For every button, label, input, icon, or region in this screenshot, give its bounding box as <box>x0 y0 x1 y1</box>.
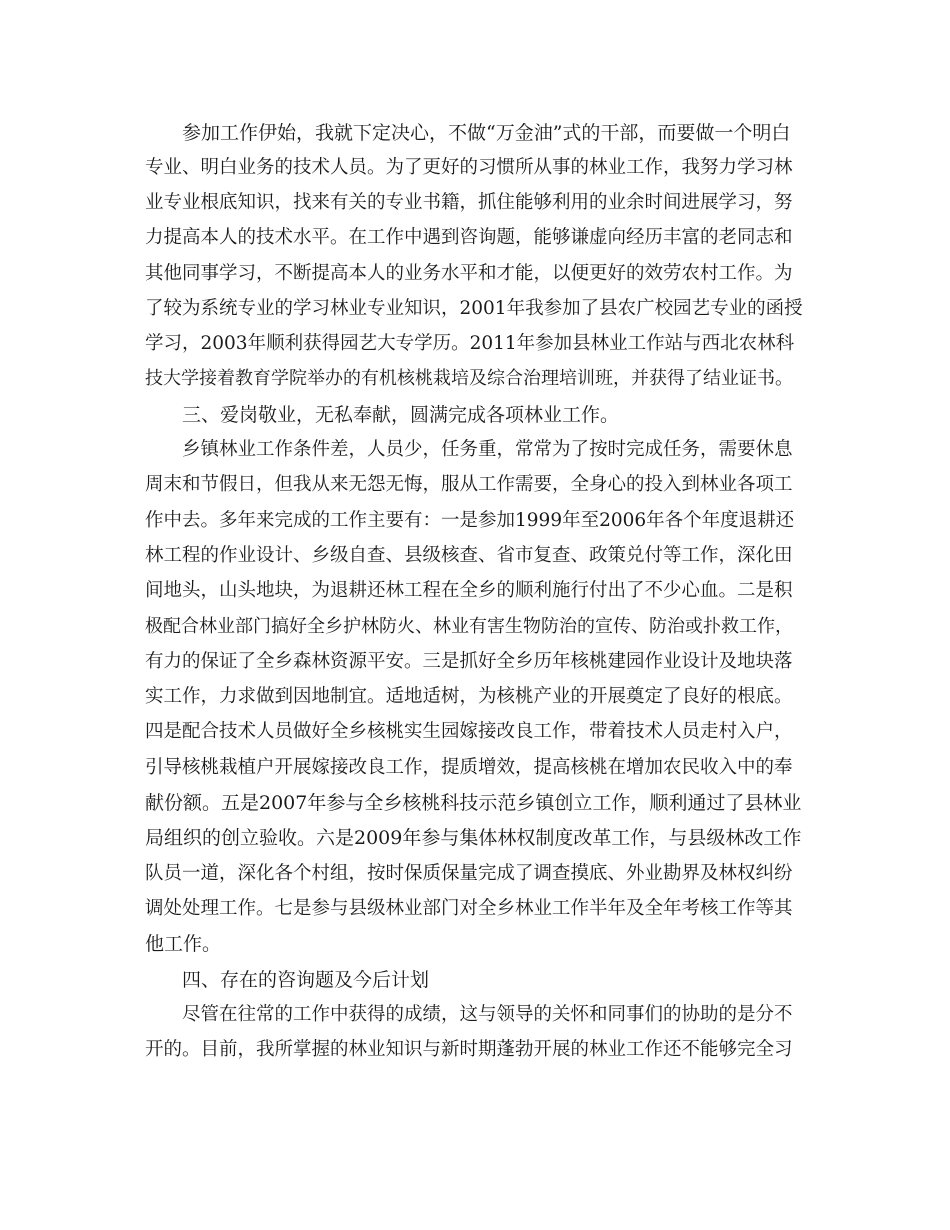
section-heading: 三、爱岗敬业，无私奉献，圆满完成各项林业工作。 <box>182 404 620 426</box>
text-line: 献份额。五是2007年参与全乡核桃科技示范乡镇创立工作，顺利通过了县林业 <box>145 792 802 814</box>
text-line: 四是配合技术人员做好全乡核桃实生园嫁接改良工作，带着技术人员走村入户， <box>145 721 793 742</box>
text-line: 业专业根底知识，找来有关的专业书籍，抓住能够利用的业余时间进展学习，努 <box>145 192 793 213</box>
text-line: 力提高本人的技术水平。在工作中遇到咨询题，能够谦虚向经历丰富的老同志和 <box>145 227 793 248</box>
text-line: 技大学接着教育学院举办的有机核桃栽培及综合治理培训班，并获得了结业证书。 <box>145 368 793 389</box>
section-heading: 四、存在的咨询题及今后计划 <box>182 969 430 991</box>
text-line: 极配合林业部门搞好全乡护林防火、林业有害生物防治的宣传、防治或扑救工作， <box>145 616 793 637</box>
text-line: 有力的保证了全乡森林资源平安。三是抓好全乡历年核桃建园作业设计及地块落 <box>145 651 793 672</box>
text-line: 其他同事学习，不断提高本人的业务水平和才能，以便更好的效劳农村工作。为 <box>145 263 793 284</box>
text-line: 实工作，力求做到因地制宜。适地适树，为核桃产业的开展奠定了良好的根底。 <box>145 686 793 707</box>
text-line: 了较为系统专业的学习林业专业知识，2001年我参加了县农广校园艺专业的函授 <box>145 298 803 319</box>
text-line: 学习，2003年顺利获得园艺大专学历。2011年参加县林业工作站与西北农林科 <box>145 333 795 354</box>
text-line: 他工作。 <box>145 933 222 955</box>
text-line: 调处处理工作。七是参与县级林业部门对全乡林业工作半年及全年考核工作等其 <box>145 898 793 919</box>
text-line: 引导核桃栽植户开展嫁接改良工作，提质增效，提高核桃在增加农民收入中的奉 <box>145 757 793 778</box>
text-line: 乡镇林业工作条件差，人员少，任务重，常常为了按时完成任务，需要休息 <box>182 439 793 460</box>
text-line: 作中去。多年来完成的工作主要有：一是参加1999年至2006年各个年度退耕还 <box>145 510 795 531</box>
text-line: 局组织的创立验收。六是2009年参与集体林权制度改革工作，与县级林改工作 <box>145 827 802 849</box>
text-line: 间地头，山头地块，为退耕还林工程在全乡的顺利施行付出了不少心血。二是积 <box>145 580 793 601</box>
text-line: 周末和节假日，但我从来无怨无悔，服从工作需要，全身心的投入到林业各项工 <box>145 474 793 495</box>
text-line: 专业、明白业务的技术人员。为了更好的习惯所从事的林业工作，我努力学习林 <box>145 157 793 178</box>
text-line: 参加工作伊始，我就下定决心，不做“万金油”式的干部，而要做一个明白 <box>182 122 791 144</box>
text-line: 林工程的作业设计、乡级自查、县级核查、省市复查、政策兑付等工作，深化田 <box>145 545 793 566</box>
text-line: 队员一道，深化各个村组，按时保质保量完成了调查摸底、外业勘界及林权纠纷 <box>145 863 793 884</box>
text-line: 开的。目前，我所掌握的林业知识与新时期蓬勃开展的林业工作还不能够完全习 <box>145 1039 793 1060</box>
text-line: 尽管在往常的工作中获得的成绩，这与领导的关怀和同事们的协助的是分不 <box>182 1004 793 1025</box>
